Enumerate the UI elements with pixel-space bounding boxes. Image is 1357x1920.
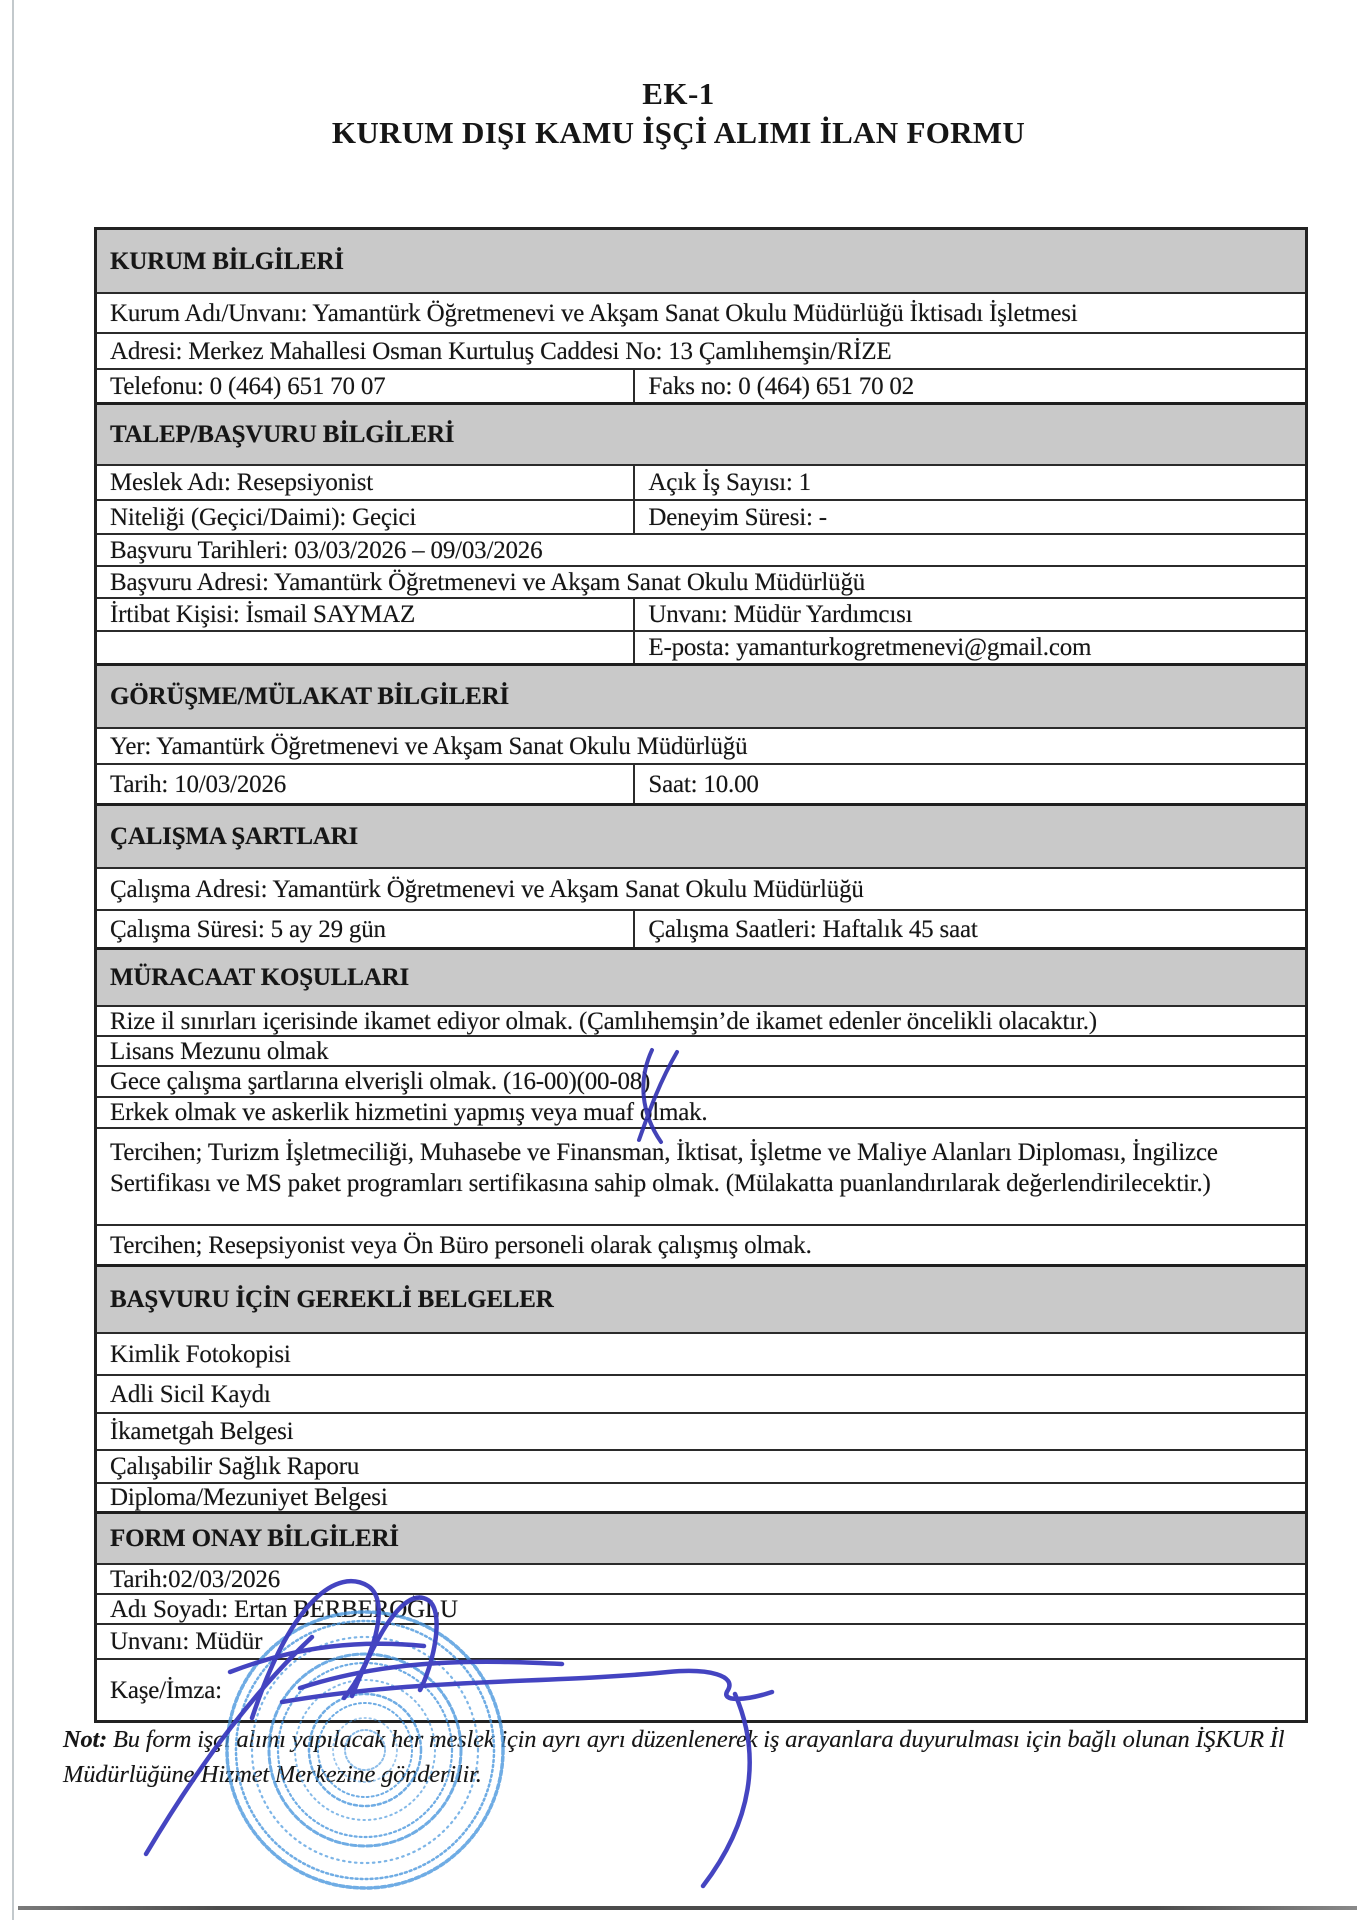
- form-table: [94, 227, 1308, 1723]
- row-tarih-saat: [97, 763, 1305, 803]
- form-header: [0, 76, 1357, 154]
- section-title: TALEP/BAŞVURU BİLGİLERİ: [110, 421, 455, 448]
- field-belge-ikametgah: İkametgah Belgesi: [110, 1418, 294, 1445]
- row-belge-adli-sicil: [97, 1374, 1305, 1412]
- row-belge-diploma: [97, 1482, 1305, 1511]
- field-faks: Faks no: 0 (464) 651 70 02: [633, 370, 1305, 402]
- row-onay-unvan: [97, 1623, 1305, 1658]
- row-nitelik-deneyim: [97, 499, 1305, 533]
- section-title: FORM ONAY BİLGİLERİ: [110, 1525, 399, 1552]
- field-kosul-askerlik: Erkek olmak ve askerlik hizmetini yapmış veya muaf olmak.: [110, 1099, 708, 1126]
- section-header-talep-basvuru: [97, 402, 1305, 464]
- field-eposta: E-posta: yamanturkogretmenevi@gmail.com: [633, 632, 1305, 663]
- row-kurum-adi: [97, 292, 1305, 332]
- row-irtibat-unvan: [97, 597, 1305, 630]
- field-mulakat-saat: Saat: 10.00: [633, 765, 1305, 803]
- field-basvuru-tarihleri: Başvuru Tarihleri: 03/03/2026 – 09/03/2026: [110, 536, 543, 564]
- field-irtibat-kisisi: İrtibat Kişisi: İsmail SAYMAZ: [110, 601, 416, 628]
- field-belge-diploma: Diploma/Mezuniyet Belgesi: [110, 1484, 388, 1511]
- row-belge-saglik: [97, 1449, 1305, 1482]
- field-calisma-saatleri: Çalışma Saatleri: Haftalık 45 saat: [633, 911, 1305, 947]
- section-header-kurum-bilgileri: [97, 230, 1305, 292]
- row-kosul-askerlik: [97, 1096, 1305, 1127]
- row-meslek-acik-is: [97, 464, 1305, 499]
- field-onay-unvan: Unvanı: Müdür: [110, 1628, 263, 1655]
- row-sure-saatler: [97, 909, 1305, 947]
- field-basvuru-adresi: Başvuru Adresi: Yamantürk Öğretmenevi ve Akşam Sanat Okulu Müdürlüğü: [110, 568, 866, 596]
- field-nitelik: Niteliği (Geçici/Daimi): Geçici: [110, 503, 417, 531]
- field-onay-tarih: Tarih:02/03/2026: [110, 1565, 281, 1593]
- section-header-calisma-sartlari: [97, 803, 1305, 867]
- section-title: GÖRÜŞME/MÜLAKAT BİLGİLERİ: [110, 683, 510, 710]
- field-kurum-adi: Kurum Adı/Unvanı: Yamantürk Öğretmenevi ve Akşam Sanat Okulu Müdürlüğü İktisadı İşletmesi: [110, 299, 1078, 327]
- section-title: MÜRACAAT KOŞULLARI: [110, 964, 409, 991]
- row-adres: [97, 332, 1305, 368]
- field-mulakat-tarih: Tarih: 10/03/2026: [110, 770, 287, 798]
- section-header-form-onay: [97, 1511, 1305, 1563]
- field-telefon: Telefonu: 0 (464) 651 70 07: [110, 372, 386, 400]
- row-kosul-tercih-diploma: [97, 1127, 1305, 1224]
- row-telefon-faks: [97, 368, 1305, 402]
- row-basvuru-tarihleri: [97, 533, 1305, 565]
- field-acik-is-sayisi: Açık İş Sayısı: 1: [633, 466, 1305, 499]
- row-kase-imza: [97, 1658, 1305, 1720]
- row-onay-ad-soyad: [97, 1593, 1305, 1623]
- field-belge-saglik: Çalışabilir Sağlık Raporu: [110, 1453, 360, 1480]
- field-kosul-tercih-diploma: Tercihen; Turizm İşletmeciliği, Muhasebe ve Finansman, İktisat, İşletme ve Maliye Alanları Diploması, İngilizce Sertifikası ve MS paket programları sertifikasına sahip olmak. (Mülakatta puanlandırılarak değerlendirilecektir.): [110, 1139, 1218, 1197]
- scan-edge-bottom: [18, 1906, 1357, 1910]
- row-belge-ikametgah: [97, 1412, 1305, 1449]
- row-onay-tarih: [97, 1563, 1305, 1593]
- field-onay-ad-soyad: Adı Soyadı: Ertan BERBEROĞLU: [110, 1595, 458, 1623]
- row-kosul-tercih-deneyim: [97, 1224, 1305, 1264]
- footer-note: [63, 1722, 1318, 1792]
- field-kosul-lisans: Lisans Mezunu olmak: [110, 1037, 329, 1065]
- section-title: BAŞVURU İÇİN GEREKLİ BELGELER: [110, 1286, 554, 1313]
- row-kosul-ikamet: [97, 1005, 1305, 1035]
- field-kosul-ikamet: Rize il sınırları içerisinde ikamet ediyor olmak. (Çamlıhemşin’de ikamet edenler öncelikli olacaktır.): [110, 1007, 1097, 1035]
- field-belge-kimlik: Kimlik Fotokopisi: [110, 1340, 291, 1368]
- scan-edge-left: [12, 0, 14, 1920]
- field-yer: Yer: Yamantürk Öğretmenevi ve Akşam Sanat Okulu Müdürlüğü: [110, 732, 748, 760]
- field-kase-imza-label: Kaşe/İmza:: [110, 1676, 222, 1704]
- row-belge-kimlik: [97, 1332, 1305, 1374]
- note-line2: Müdürlüğüne/Hizmet Merkezine gönderilir.: [63, 1761, 482, 1788]
- section-title: ÇALIŞMA ŞARTLARI: [110, 823, 359, 850]
- field-empty: [97, 632, 633, 663]
- row-basvuru-adresi: [97, 565, 1305, 597]
- row-yer: [97, 727, 1305, 763]
- field-adres: Adresi: Merkez Mahallesi Osman Kurtuluş Caddesi No: 13 Çamlıhemşin/RİZE: [110, 337, 892, 365]
- field-kosul-tercih-deneyim: Tercihen; Resepsiyonist veya Ön Büro personeli olarak çalışmış olmak.: [110, 1231, 812, 1259]
- field-calisma-adresi: Çalışma Adresi: Yamantürk Öğretmenevi ve Akşam Sanat Okulu Müdürlüğü: [110, 875, 864, 903]
- field-deneyim-suresi: Deneyim Süresi: -: [633, 501, 1305, 533]
- note-line1: Bu form işçi alımı yapılacak her meslek için ayrı ayrı düzenlenerek iş arayanlara duyurulması için bağlı olunan İŞKUR İl: [113, 1726, 1285, 1753]
- annex-code: EK-1: [642, 76, 715, 111]
- row-kosul-gece: [97, 1065, 1305, 1096]
- section-header-muracaat-kosullari: [97, 947, 1305, 1005]
- field-calisma-suresi: Çalışma Süresi: 5 ay 29 gün: [110, 915, 386, 943]
- row-kosul-lisans: [97, 1035, 1305, 1065]
- field-meslek-adi: Meslek Adı: Resepsiyonist: [110, 469, 374, 496]
- note-prefix: Not:: [63, 1726, 108, 1753]
- field-unvan: Unvanı: Müdür Yardımcısı: [633, 599, 1305, 630]
- section-header-gerekli-belgeler: [97, 1264, 1305, 1332]
- row-eposta: [97, 630, 1305, 663]
- field-kosul-gece: Gece çalışma şartlarına elverişli olmak. (16-00)(00-08): [110, 1068, 651, 1095]
- section-header-gorusme-mulakat: [97, 663, 1305, 727]
- section-title: KURUM BİLGİLERİ: [110, 247, 344, 275]
- row-calisma-adresi: [97, 867, 1305, 909]
- field-belge-adli-sicil: Adli Sicil Kaydı: [110, 1380, 271, 1408]
- form-title: KURUM DIŞI KAMU İŞÇİ ALIMI İLAN FORMU: [331, 115, 1026, 150]
